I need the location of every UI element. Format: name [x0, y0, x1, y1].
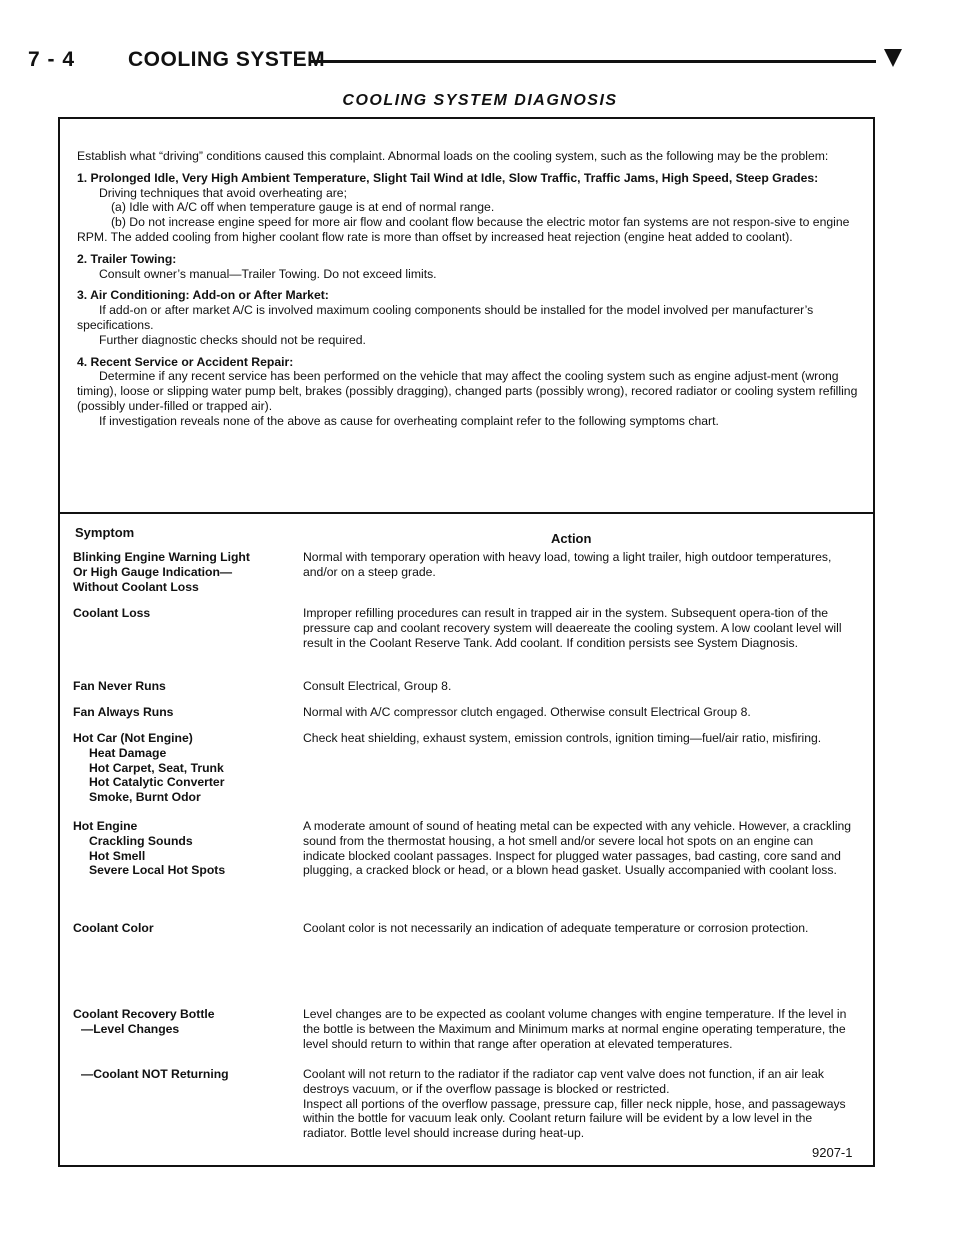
symptom-line: Fan Always Runs: [73, 705, 174, 719]
symptom-line: Heat Damage: [89, 745, 167, 760]
symptom-cell: [73, 705, 288, 720]
condition-line: (b) Do not increase engine speed for more air flow and coolant flow because the electric motor fan systems are not respon-sive to engine RPM. The added cooling from higher coolant flow rate is more than offset by increased heat rejection (engine heat added to coolant).: [77, 215, 850, 244]
condition-line: If add-on or after market A/C is involved maximum cooling components should be installed for the model involved per manufacturer’s specifications.: [77, 303, 814, 332]
symptom-cell: [73, 550, 288, 594]
section-divider: [60, 512, 873, 514]
condition-heading: 3. Air Conditioning: Add-on or After Market:: [77, 288, 329, 303]
action-text: Improper refilling procedures can result in trapped air in the system. Subsequent opera-tion of the pressure cap and coolant recovery system will deaereate the cooling system. A low coolant level will result in the Coolant Reserve Tank. Add coolant. If condition persists see System Diagnosis.: [303, 606, 842, 650]
symptom-cell: [73, 921, 288, 936]
triangle-marker-icon: [884, 49, 902, 67]
symptom-line: Coolant Recovery Bottle: [73, 1007, 215, 1021]
condition-line: Consult owner’s manual—Trailer Towing. Do not exceed limits.: [99, 266, 437, 281]
symptom-line: Without Coolant Loss: [73, 579, 199, 594]
condition-section-4: [77, 355, 861, 429]
condition-heading: 1. Prolonged Idle, Very High Ambient Temperature, Slight Tail Wind at Idle, Slow Traffic, Traffic Jams, High Speed, Steep Grades:: [77, 170, 819, 185]
symptom-line: Crackling Sounds: [89, 833, 193, 848]
condition-line: Further diagnostic checks should not be required.: [99, 332, 366, 347]
symptom-line: Severe Local Hot Spots: [89, 863, 226, 878]
action-cell: [303, 731, 858, 746]
condition-section-3: [77, 288, 861, 347]
condition-line: Driving techniques that avoid overheating are;: [99, 185, 347, 200]
figure-code: 9207-1: [812, 1145, 853, 1160]
symptom-line: Coolant Color: [73, 921, 154, 935]
symptom-line: Fan Never Runs: [73, 679, 166, 693]
action-cell: [303, 550, 858, 580]
condition-line: Determine if any recent service has been performed on the vehicle that may affect the cooling system such as engine adjust-ment (wrong timing), loose or slipping water pump belt, brakes (possibly dragging), changed parts (possibly wrong), recored radiator or cooling system refilling (possibly under-filled or trapped air).: [77, 369, 858, 413]
action-text: Consult Electrical, Group 8.: [303, 679, 452, 693]
action-cell: [303, 606, 858, 650]
symptom-line: Hot Car (Not Engine): [73, 731, 193, 745]
symptom-line: Smoke, Burnt Odor: [89, 790, 201, 805]
header-rule: [310, 60, 876, 63]
page-header: [28, 44, 878, 78]
condition-section-1: [77, 171, 861, 245]
symptom-line: Or High Gauge Indication—: [73, 564, 233, 579]
symptom-cell: [73, 731, 288, 805]
condition-line: (a) Idle with A/C off when temperature gauge is at end of normal range.: [111, 200, 495, 215]
action-text: Inspect all portions of the overflow passage, pressure cap, filler neck nipple, hose, and passageways within the bottle for vacuum leak only. Coolant return failure will be evident by a low level in the radiator. Bottle level should increase during heat-up.: [303, 1096, 846, 1141]
symptom-line: Coolant Loss: [73, 606, 151, 620]
symptom-cell: [73, 606, 288, 621]
action-cell: [303, 1007, 858, 1051]
action-text: A moderate amount of sound of heating metal can be expected with any vehicle. However, a crackling sound from the thermostat housing, a hot smell and/or severe local hot spots on an engine can indicate blocked coolant passages. Inspect for plugged water passages, bad casting, core sand and plugging, a cracked block or head, or a blown head gasket. Usually accompanied with coolant loss.: [303, 819, 852, 878]
table-header: [75, 525, 865, 545]
action-text: Coolant will not return to the radiator if the radiator cap vent valve does not function, if an air leak destroys vacuum, or if the overflow passage is blocked or restricted.: [303, 1067, 824, 1096]
symptom-cell: [73, 1007, 288, 1037]
symptom-cell: [73, 679, 288, 694]
condition-heading: 2. Trailer Towing:: [77, 251, 177, 266]
symptom-line: Hot Engine: [73, 819, 138, 833]
symptom-cell: [73, 1067, 288, 1082]
symptom-line: Blinking Engine Warning Light: [73, 550, 250, 564]
intro-lead: Establish what “driving” conditions caused this complaint. Abnormal loads on the cooling system, such as the following may be the problem:: [77, 149, 829, 163]
action-cell: [303, 819, 858, 878]
symptom-line: —Coolant NOT Returning: [81, 1067, 229, 1081]
condition-heading: 4. Recent Service or Accident Repair:: [77, 354, 294, 369]
action-text: Check heat shielding, exhaust system, emission controls, ignition timing—fuel/air ratio, misfiring.: [303, 731, 822, 745]
section-title: COOLING SYSTEM: [128, 48, 326, 71]
action-text: Normal with A/C compressor clutch engaged. Otherwise consult Electrical Group 8.: [303, 705, 751, 719]
condition-section-2: [77, 252, 861, 282]
symptom-line: Hot Catalytic Converter: [89, 775, 225, 790]
action-cell: [303, 679, 858, 694]
action-text: Coolant color is not necessarily an indication of adequate temperature or corrosion protection.: [303, 921, 809, 935]
action-text: Normal with temporary operation with heavy load, towing a light trailer, high outdoor temperatures, and/or on a steep grade.: [303, 550, 832, 579]
symptom-line: Hot Carpet, Seat, Trunk: [89, 760, 224, 775]
page-number: 7 - 4: [28, 48, 76, 71]
action-cell: [303, 1067, 858, 1141]
symptom-column-header: Symptom: [75, 525, 135, 540]
symptom-line: —Level Changes: [81, 1021, 180, 1036]
action-cell: [303, 705, 858, 720]
symptom-cell: [73, 819, 288, 878]
action-text: Level changes are to be expected as coolant volume changes with engine temperature. If the level in the bottle is between the Maximum and Minimum marks at normal engine operating temperature, the level should return to within that range after operation at elevated temperatures.: [303, 1007, 847, 1051]
intro-block: [77, 149, 861, 429]
diagnosis-title: COOLING SYSTEM DIAGNOSIS: [342, 92, 618, 109]
condition-line: If investigation reveals none of the above as cause for overheating complaint refer to the following symptoms chart.: [99, 413, 719, 428]
action-column-header: Action: [551, 531, 592, 546]
symptom-line: Hot Smell: [89, 848, 146, 863]
diagnosis-chart: [58, 117, 875, 1167]
action-cell: [303, 921, 858, 936]
